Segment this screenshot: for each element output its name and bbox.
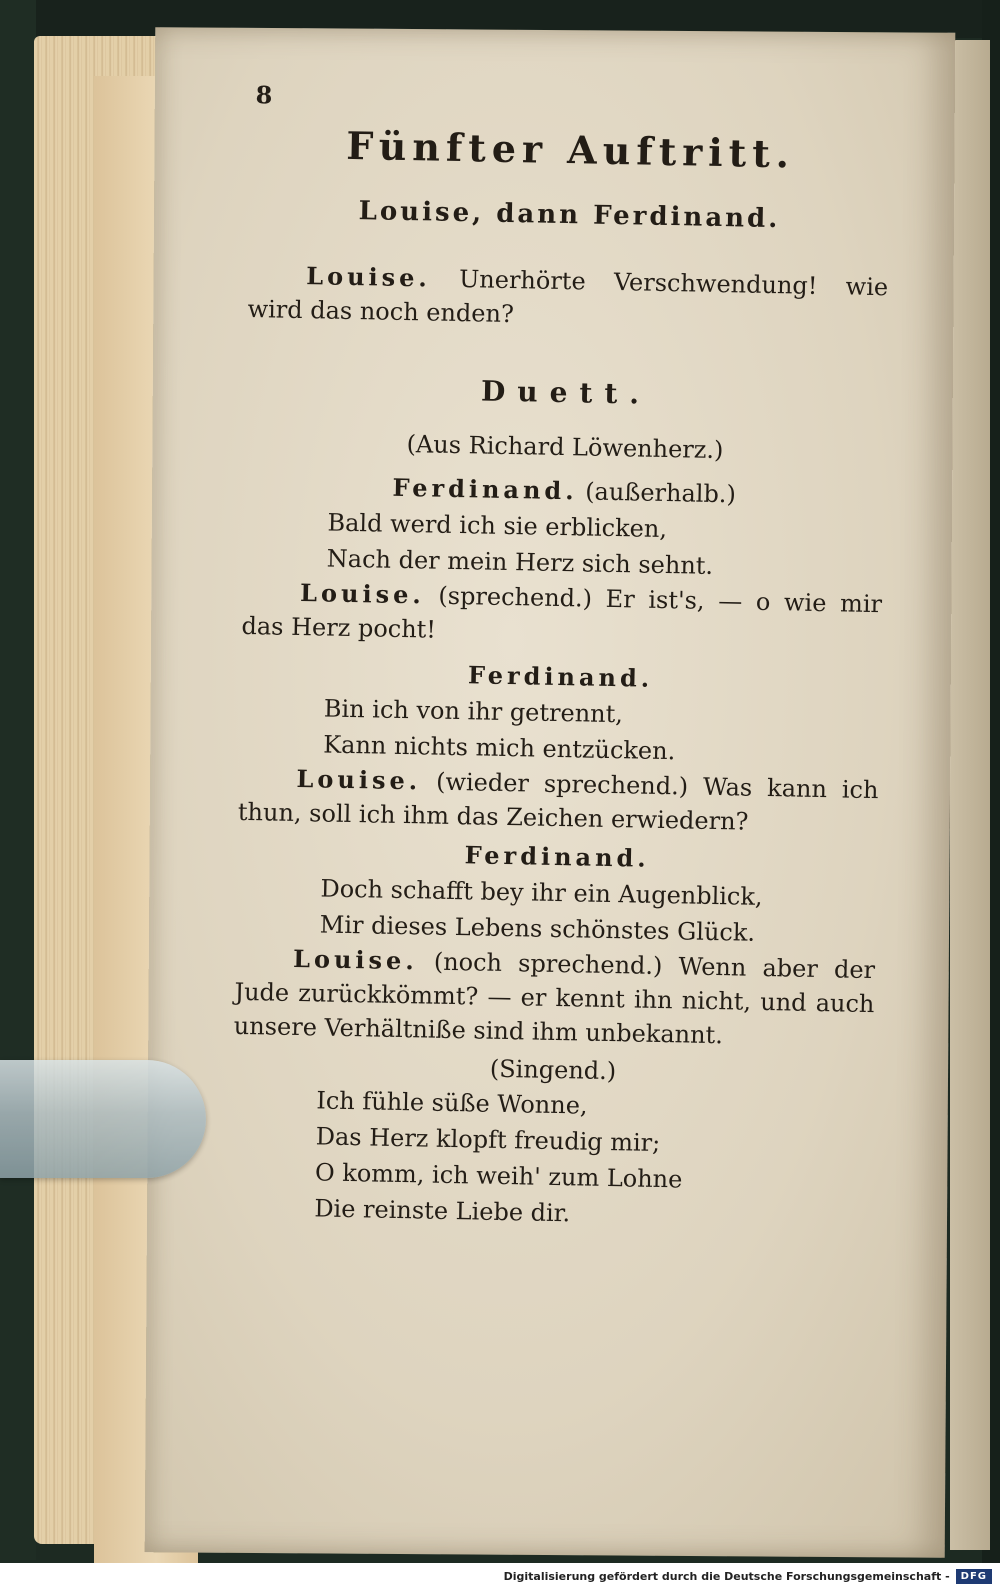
verse-line: Bald werd ich sie erblicken, <box>327 508 668 544</box>
page-holder-clip <box>0 1060 206 1178</box>
speaker-louise: Louise. <box>292 943 418 976</box>
louise-block-6 <box>234 941 876 1055</box>
footer-credit: Digitalisierung gefördert durch die Deutsche Forschungsgemeinschaft - <box>503 1569 950 1583</box>
speaker-louise: Louise. <box>299 578 426 610</box>
scene-characters: Louise, dann Ferdinand. <box>358 196 781 235</box>
verse-line: Bin ich von ihr getrennt, <box>323 694 624 729</box>
book-page-edges <box>34 36 164 1544</box>
spoken-text: (wieder sprechend.) Was kann ich thun, soll ich ihm das Zeichen erwiedern? <box>237 767 879 836</box>
speaker-ferdinand: Ferdinand. <box>467 660 654 693</box>
speaker-louise: Louise. <box>305 261 432 293</box>
speaker-louise: Louise. <box>296 763 422 796</box>
verse-line: Kann nichts mich entzücken. <box>322 730 676 766</box>
page-text <box>230 80 892 1237</box>
verse-line: Nach der mein Herz sich sehnt. <box>326 544 714 580</box>
verse-line: Mir dieses Lebens schönstes Glück. <box>319 910 756 947</box>
opening-text: Unerhörte Verschwendung! wie wird das noch enden? <box>247 265 889 329</box>
duet-title: Duett. <box>480 374 652 411</box>
page-fold-shadow <box>950 40 990 1550</box>
louise-block-2 <box>241 575 882 655</box>
speaker-ferdinand: Ferdinand. <box>464 840 650 873</box>
verse-line: Das Herz klopft freudig mir; <box>315 1122 661 1158</box>
source-note: (Aus Richard Löwenherz.) <box>406 430 724 465</box>
spoken-text: (noch sprechend.) Wenn aber der Jude zurückkömmt? — er kennt ihn nicht, und auch unsere Verhältniße sind ihm unbekannt. <box>233 947 876 1050</box>
page-number: 8 <box>255 80 273 110</box>
verse-line: Ich fühle süße Wonne, <box>316 1086 588 1120</box>
spoken-text: (sprechend.) Er ist's, — o wie mir das Herz pocht! <box>241 581 883 644</box>
stage-direction: (außerhalb.) <box>584 477 737 509</box>
background-left <box>0 0 36 1560</box>
verse-line: O komm, ich weih' zum Lohne <box>314 1158 683 1194</box>
dfg-logo-icon: DFG <box>956 1569 992 1584</box>
speaker-ferdinand: Ferdinand. <box>392 472 578 506</box>
louise-block-4 <box>238 761 879 841</box>
verse-line: Die reinste Liebe dir. <box>314 1194 571 1228</box>
singing-direction: (Singend.) <box>489 1054 617 1086</box>
scene-heading: Fünfter Auftritt. <box>345 122 796 177</box>
footer-bar <box>0 1563 1000 1589</box>
opening-line <box>247 258 888 338</box>
verse-line: Doch schafft bey ihr ein Augenblick, <box>320 874 763 911</box>
